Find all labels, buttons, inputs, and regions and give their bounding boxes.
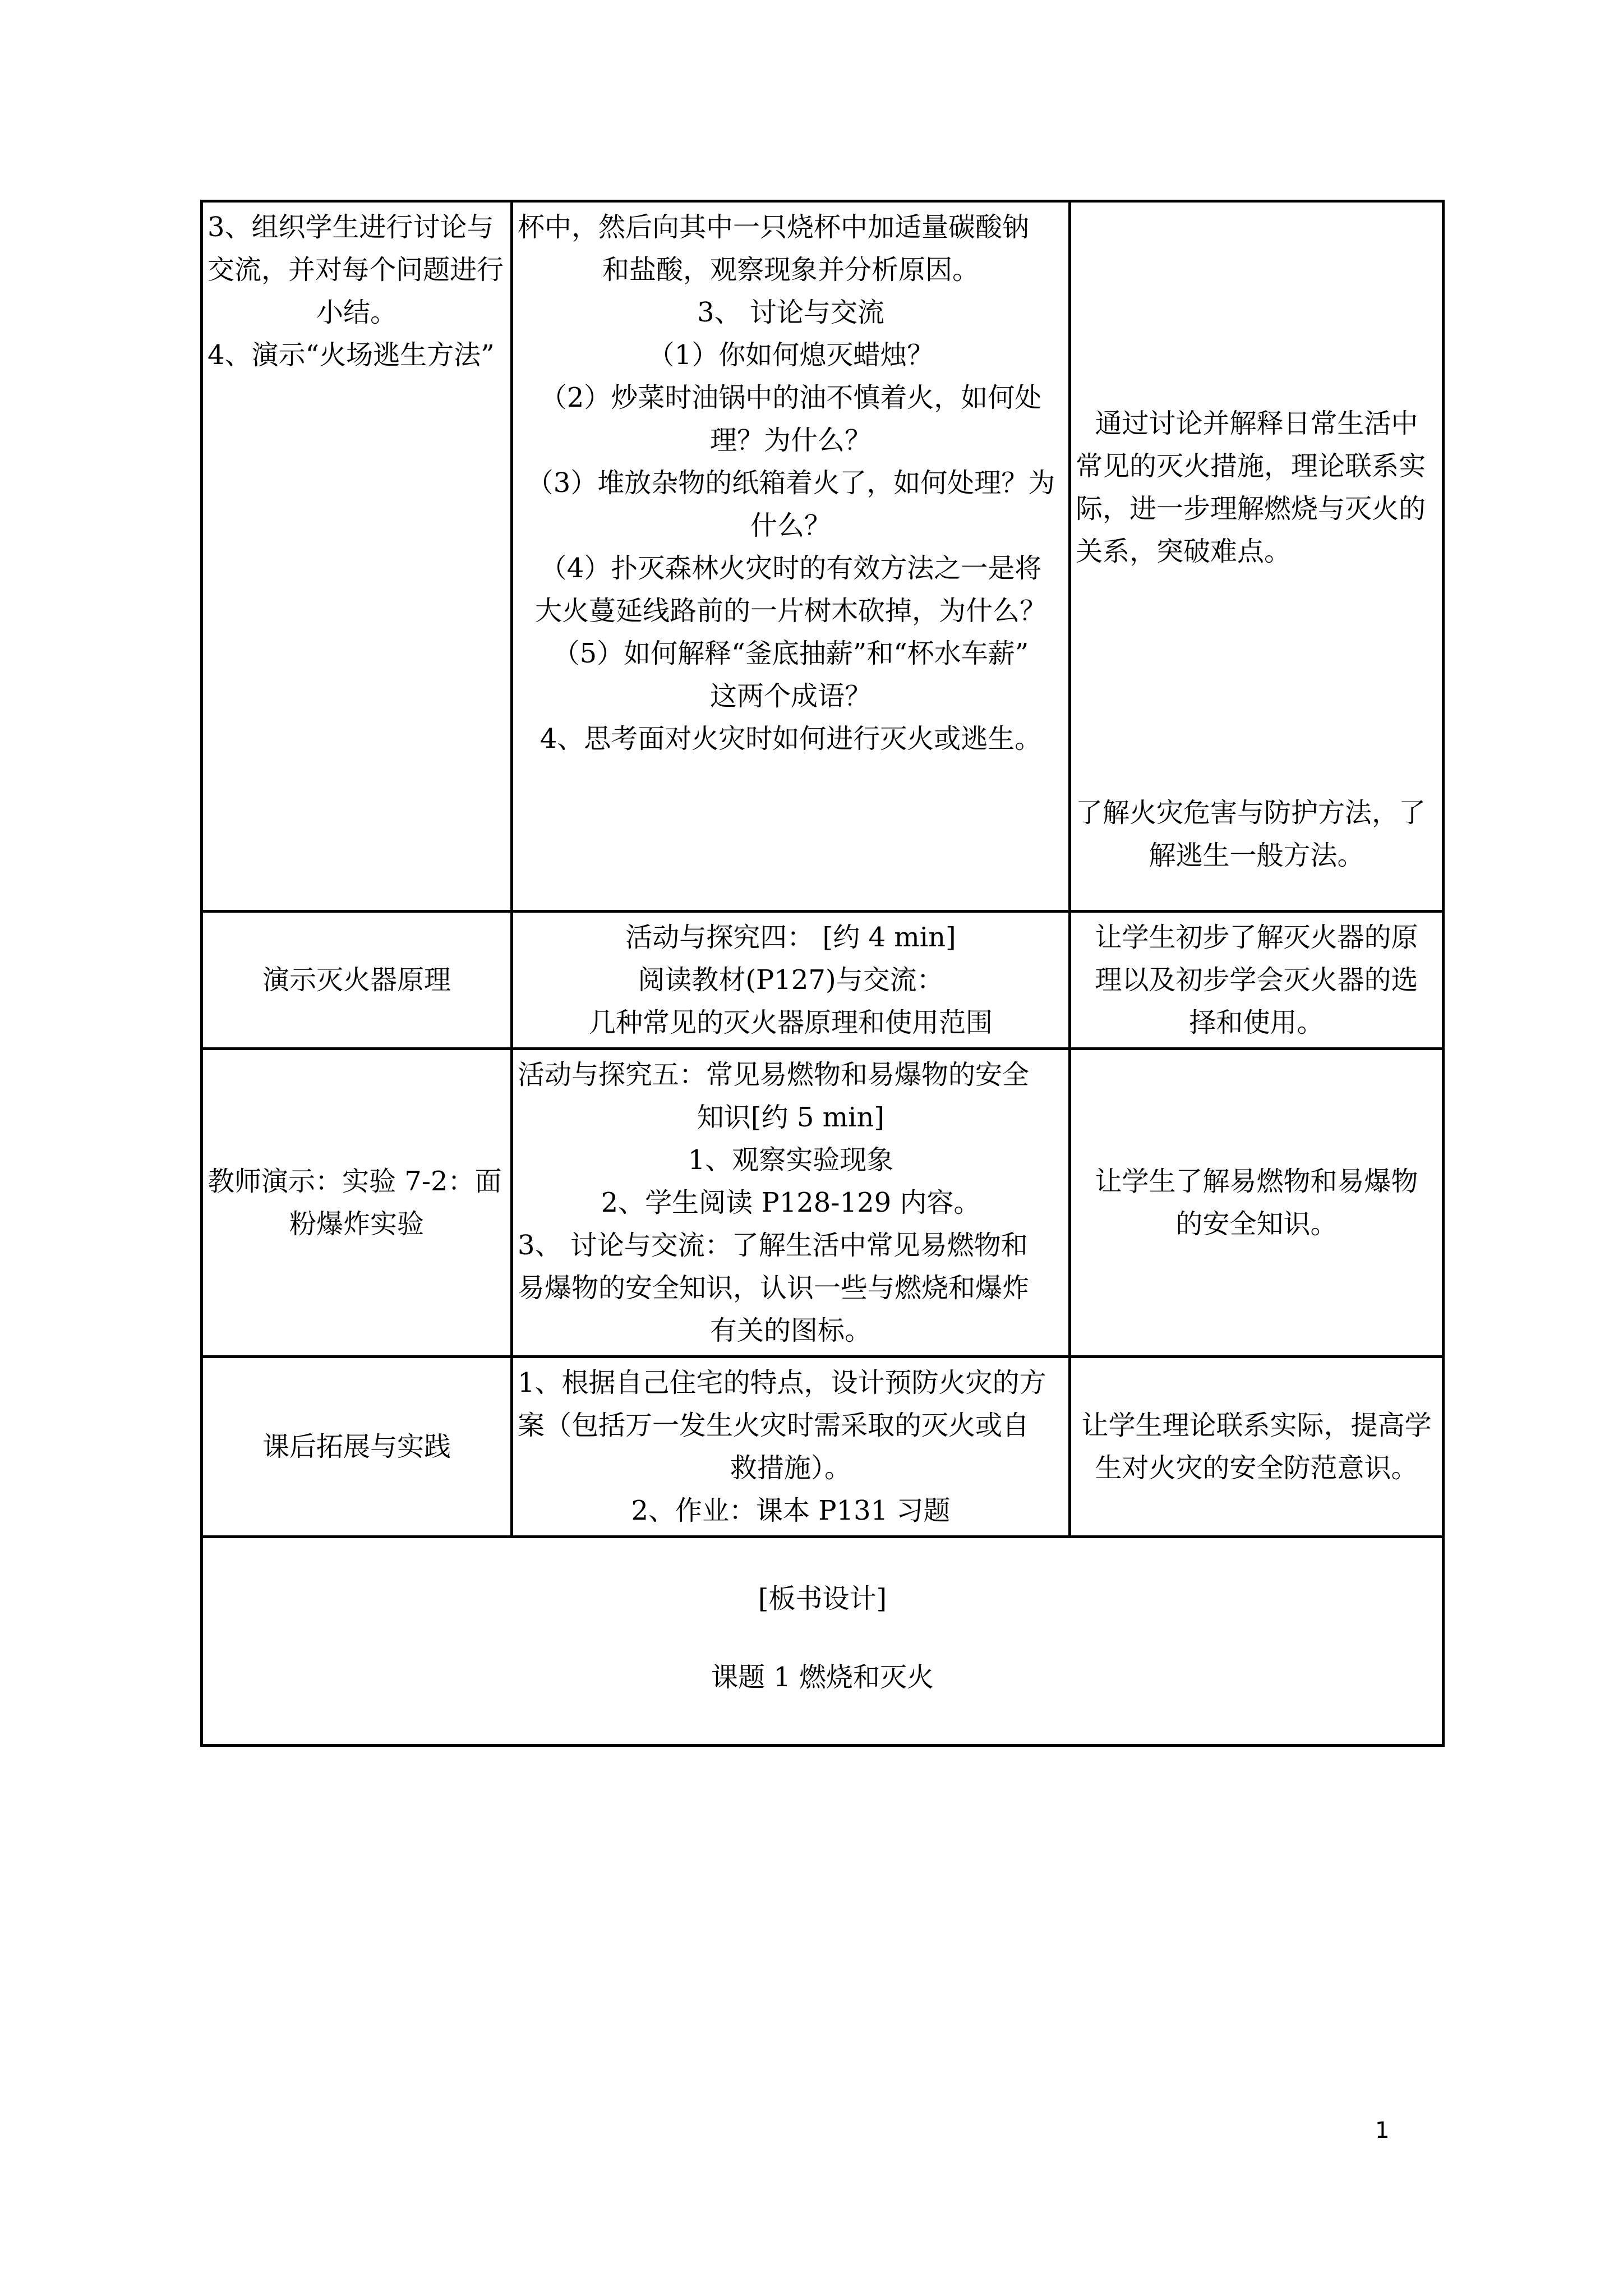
- text-line: 这两个成语？: [709, 680, 872, 712]
- text-line: 3、组织学生进行讨论与: [208, 211, 494, 243]
- design-intent-cell: [1070, 1357, 1444, 1537]
- board-design-cell: [202, 1537, 1444, 1746]
- text-line: 小结。: [316, 297, 397, 328]
- design-intent-cell: [1070, 1049, 1444, 1357]
- text-line: 理？为什么？: [709, 425, 872, 456]
- text-line: 的安全知识。: [1175, 1208, 1338, 1240]
- text-line: 救措施）。: [730, 1452, 851, 1484]
- text-line: 常见的灭火措施，理论联系实: [1076, 450, 1426, 482]
- design-intent-cell: [1070, 912, 1444, 1049]
- text-line: （1）你如何熄灭蜡烛？: [647, 339, 934, 371]
- text-line: 有关的图标。: [709, 1315, 872, 1346]
- text-line: 案（包括万一发生火灾时需采取的灭火或自: [518, 1410, 1030, 1441]
- text-line: 课后拓展与实践: [262, 1431, 451, 1462]
- teacher-activity-cell: [202, 201, 512, 912]
- text-line: 让学生了解易燃物和易爆物: [1095, 1166, 1418, 1197]
- text-line: 2、作业：课本 P131 习题: [631, 1495, 951, 1526]
- student-activity-cell: [512, 201, 1070, 912]
- teacher-activity-cell: [202, 912, 512, 1049]
- text-line: 了解火灾危害与防护方法，了: [1076, 797, 1426, 829]
- student-activity-cell: [512, 1357, 1070, 1537]
- text-line: （2）炒菜时油锅中的油不慎着火，如何处: [540, 382, 1042, 413]
- text-line: 理以及初步学会灭火器的选: [1095, 964, 1418, 996]
- text-line: 4、思考面对火灾时如何进行灭火或逃生。: [540, 723, 1042, 754]
- text-line: 演示灭火器原理: [262, 964, 451, 996]
- text-line: 让学生初步了解灭火器的原: [1095, 922, 1418, 953]
- text-line: （5）如何解释“釜底抽薪”和“杯水车薪”: [552, 638, 1029, 669]
- table-row: [202, 1049, 1444, 1357]
- table-row: [202, 1357, 1444, 1537]
- text-line: 什么？: [750, 510, 831, 541]
- table-row: [202, 1537, 1444, 1746]
- text-line: 1、根据自己住宅的特点，设计预防火灾的方: [518, 1367, 1046, 1398]
- text-line: 交流，并对每个问题进行: [208, 254, 504, 286]
- table-row: [202, 201, 1444, 912]
- table-row: [202, 912, 1444, 1049]
- text-line: 4、演示“火场逃生方法”: [208, 339, 495, 371]
- student-activity-cell: [512, 912, 1070, 1049]
- board-design-topic: 课题 1 燃烧和灭火: [711, 1662, 934, 1693]
- text-line: 1、观察实验现象: [688, 1144, 894, 1176]
- design-intent-cell: [1070, 201, 1444, 912]
- text-line: 3、 讨论与交流: [697, 297, 884, 328]
- text-line: 几种常见的灭火器原理和使用范围: [588, 1007, 993, 1038]
- text-line: 知识[约 5 min]: [697, 1102, 885, 1133]
- teacher-activity-cell: [202, 1357, 512, 1537]
- text-line: 际，进一步理解燃烧与灭火的: [1076, 493, 1426, 524]
- text-line: （3）堆放杂物的纸箱着火了，如何处理？为: [526, 467, 1055, 499]
- text-line: （4）扑灭森林火灾时的有效方法之一是将: [540, 553, 1042, 584]
- text-line: 活动与探究五：常见易燃物和易爆物的安全: [518, 1059, 1030, 1091]
- lesson-plan-table: [200, 200, 1445, 1747]
- text-line: 解逃生一般方法。: [1149, 840, 1364, 871]
- text-line: 2、学生阅读 P128-129 内容。: [601, 1187, 981, 1218]
- text-line: 阅读教材(P127)与交流：: [638, 964, 944, 996]
- text-line: 择和使用。: [1189, 1007, 1324, 1038]
- text-line: 3、 讨论与交流：了解生活中常见易燃物和: [518, 1230, 1028, 1261]
- text-line: 让学生理论联系实际，提高学: [1081, 1410, 1432, 1441]
- text-line: 粉爆炸实验: [289, 1208, 424, 1240]
- text-line: 通过讨论并解释日常生活中: [1095, 408, 1418, 439]
- spacer: [1076, 573, 1437, 792]
- page-number: 1: [1375, 2118, 1390, 2143]
- teacher-activity-cell: [202, 1049, 512, 1357]
- text-line: 生对火灾的安全防范意识。: [1095, 1452, 1418, 1484]
- text-line: 易爆物的安全知识，认识一些与燃烧和爆炸: [518, 1272, 1030, 1304]
- text-line: 和盐酸，观察现象并分析原因。: [602, 254, 979, 286]
- text-line: 杯中，然后向其中一只烧杯中加适量碳酸钠: [518, 211, 1030, 243]
- student-activity-cell: [512, 1049, 1070, 1357]
- board-design-heading: [板书设计]: [758, 1583, 887, 1614]
- text-line: 活动与探究四： [约 4 min]: [625, 922, 956, 953]
- text-line: 教师演示：实验 7-2：面: [208, 1166, 502, 1197]
- text-line: 大火蔓延线路前的一片树木砍掉，为什么？: [534, 595, 1046, 627]
- text-line: 关系，突破难点。: [1076, 536, 1292, 567]
